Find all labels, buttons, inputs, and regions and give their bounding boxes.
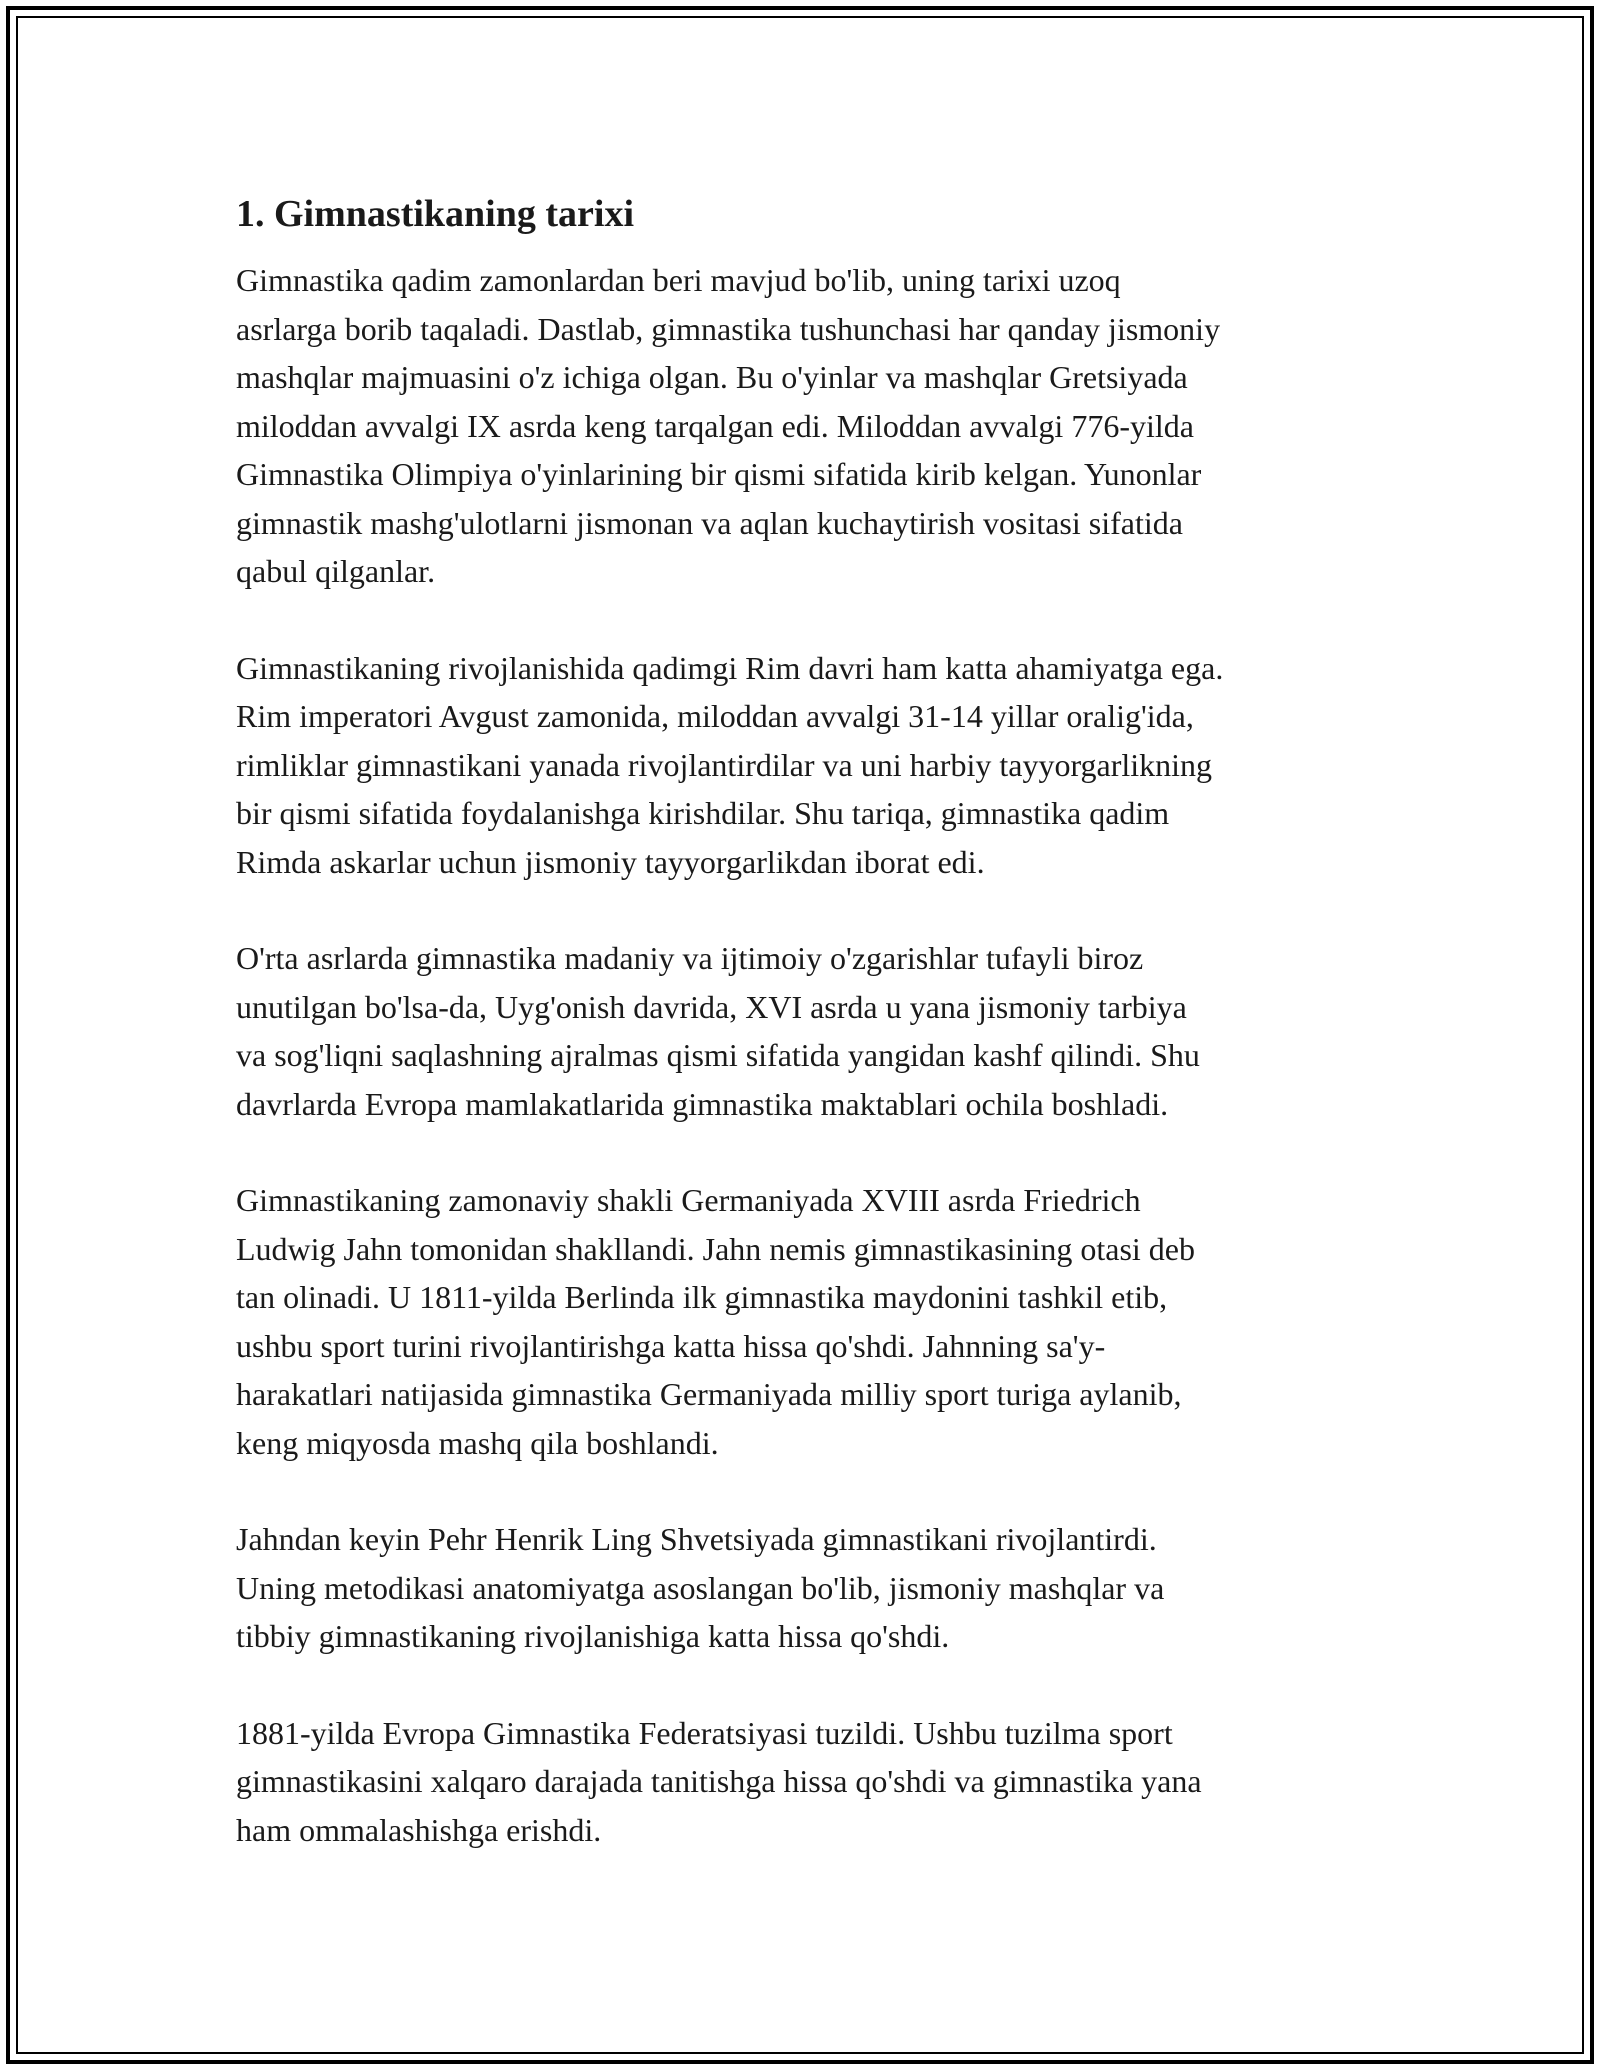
paragraph-line: tibbiy gimnastikaning rivojlanishiga katta hissa qo'shdi.: [236, 1618, 950, 1654]
paragraph-line: Rimda askarlar uchun jismoniy tayyorgarlikdan iborat edi.: [236, 843, 985, 880]
paragraph-6: [236, 1709, 1376, 1855]
paragraph-line: unutilgan bo'lsa-da, Uyg'onish davrida, XVI asrda u yana jismoniy tarbiya: [236, 988, 1187, 1025]
paragraph-line: Gimnastikaning zamonaviy shakli Germaniyada XVIII asrda Friedrich: [236, 1182, 1141, 1218]
paragraph-line: asrlarga borib taqaladi. Dastlab, gimnastika tushunchasi har qanday jismoniy: [236, 310, 1221, 347]
paragraph-line: davrlarda Evropa mamlakatlarida gimnastika maktablari ochila boshladi.: [236, 1085, 1169, 1122]
paragraph-line: Rim imperatori Avgust zamonida, miloddan avvalgi 31-14 yillar oralig'ida,: [236, 698, 1194, 734]
paragraph-line: tan olinadi. U 1811-yilda Berlinda ilk gimnastika maydonini tashkil etib,: [236, 1279, 1168, 1315]
paragraph-line: gimnastik mashg'ulotlarni jismonan va aqlan kuchaytirish vositasi sifatida: [236, 504, 1183, 541]
document-body: [236, 186, 1376, 1902]
paragraph-1: [236, 256, 1376, 596]
page-title: 1. Gimnastikaning tarixi: [236, 193, 634, 235]
paragraph-line: Ludwig Jahn tomonidan shakllandi. Jahn nemis gimnastikasining otasi deb: [236, 1230, 1195, 1267]
paragraph-line: 1881-yilda Evropa Gimnastika Federatsiyasi tuzildi. Ushbu tuzilma sport: [236, 1714, 1173, 1751]
paragraph-line: Gimnastikaning rivojlanishida qadimgi Rim davri ham katta ahamiyatga ega.: [236, 649, 1224, 686]
paragraph-line: mashqlar majmuasini o'z ichiga olgan. Bu o'yinlar va mashqlar Gretsiyada: [236, 359, 1188, 395]
paragraph-line: Gimnastika Olimpiya o'yinlarining bir qismi sifatida kirib kelgan. Yunonlar: [236, 456, 1202, 492]
paragraph-line: harakatlari natijasida gimnastika Germaniyada milliy sport turiga aylanib,: [236, 1376, 1182, 1412]
paragraph-line: gimnastikasini xalqaro darajada tanitishga hissa qo'shdi va gimnastika yana: [236, 1763, 1202, 1799]
paragraph-line: va sog'liqni saqlashning ajralmas qismi sifatida yangidan kashf qilindi. Shu: [236, 1037, 1200, 1073]
paragraph-line: Uning metodikasi anatomiyatga asoslangan bo'lib, jismoniy mashqlar va: [236, 1569, 1165, 1606]
paragraph-line: Jahndan keyin Pehr Henrik Ling Shvetsiyada gimnastikani rivojlantirdi.: [236, 1521, 1157, 1557]
paragraph-line: O'rta asrlarda gimnastika madaniy va ijtimoiy o'zgarishlar tufayli biroz: [236, 940, 1144, 976]
paragraph-line: ham ommalashishga erishdi.: [236, 1811, 602, 1848]
paragraph-list: [236, 256, 1376, 1854]
paragraph-line: qabul qilganlar.: [236, 553, 436, 589]
paragraph-5: [236, 1515, 1376, 1661]
paragraph-4: [236, 1176, 1376, 1467]
paragraph-line: miloddan avvalgi IX asrda keng tarqalgan edi. Miloddan avvalgi 776-yilda: [236, 407, 1194, 444]
paragraph-line: ushbu sport turini rivojlantirishga katta hissa qo'shdi. Jahnning sa'y-: [236, 1327, 1106, 1364]
paragraph-line: rimliklar gimnastikani yanada rivojlantirdilar va uni harbiy tayyorgarlikning: [236, 746, 1213, 783]
paragraph-3: [236, 934, 1376, 1128]
paragraph-line: Gimnastika qadim zamonlardan beri mavjud bo'lib, uning tarixi uzoq: [236, 262, 1121, 298]
paragraph-line: keng miqyosda mashq qila boshlandi.: [236, 1424, 719, 1461]
paragraph-2: [236, 644, 1376, 887]
paragraph-line: bir qismi sifatida foydalanishga kirishdilar. Shu tariqa, gimnastika qadim: [236, 795, 1170, 831]
